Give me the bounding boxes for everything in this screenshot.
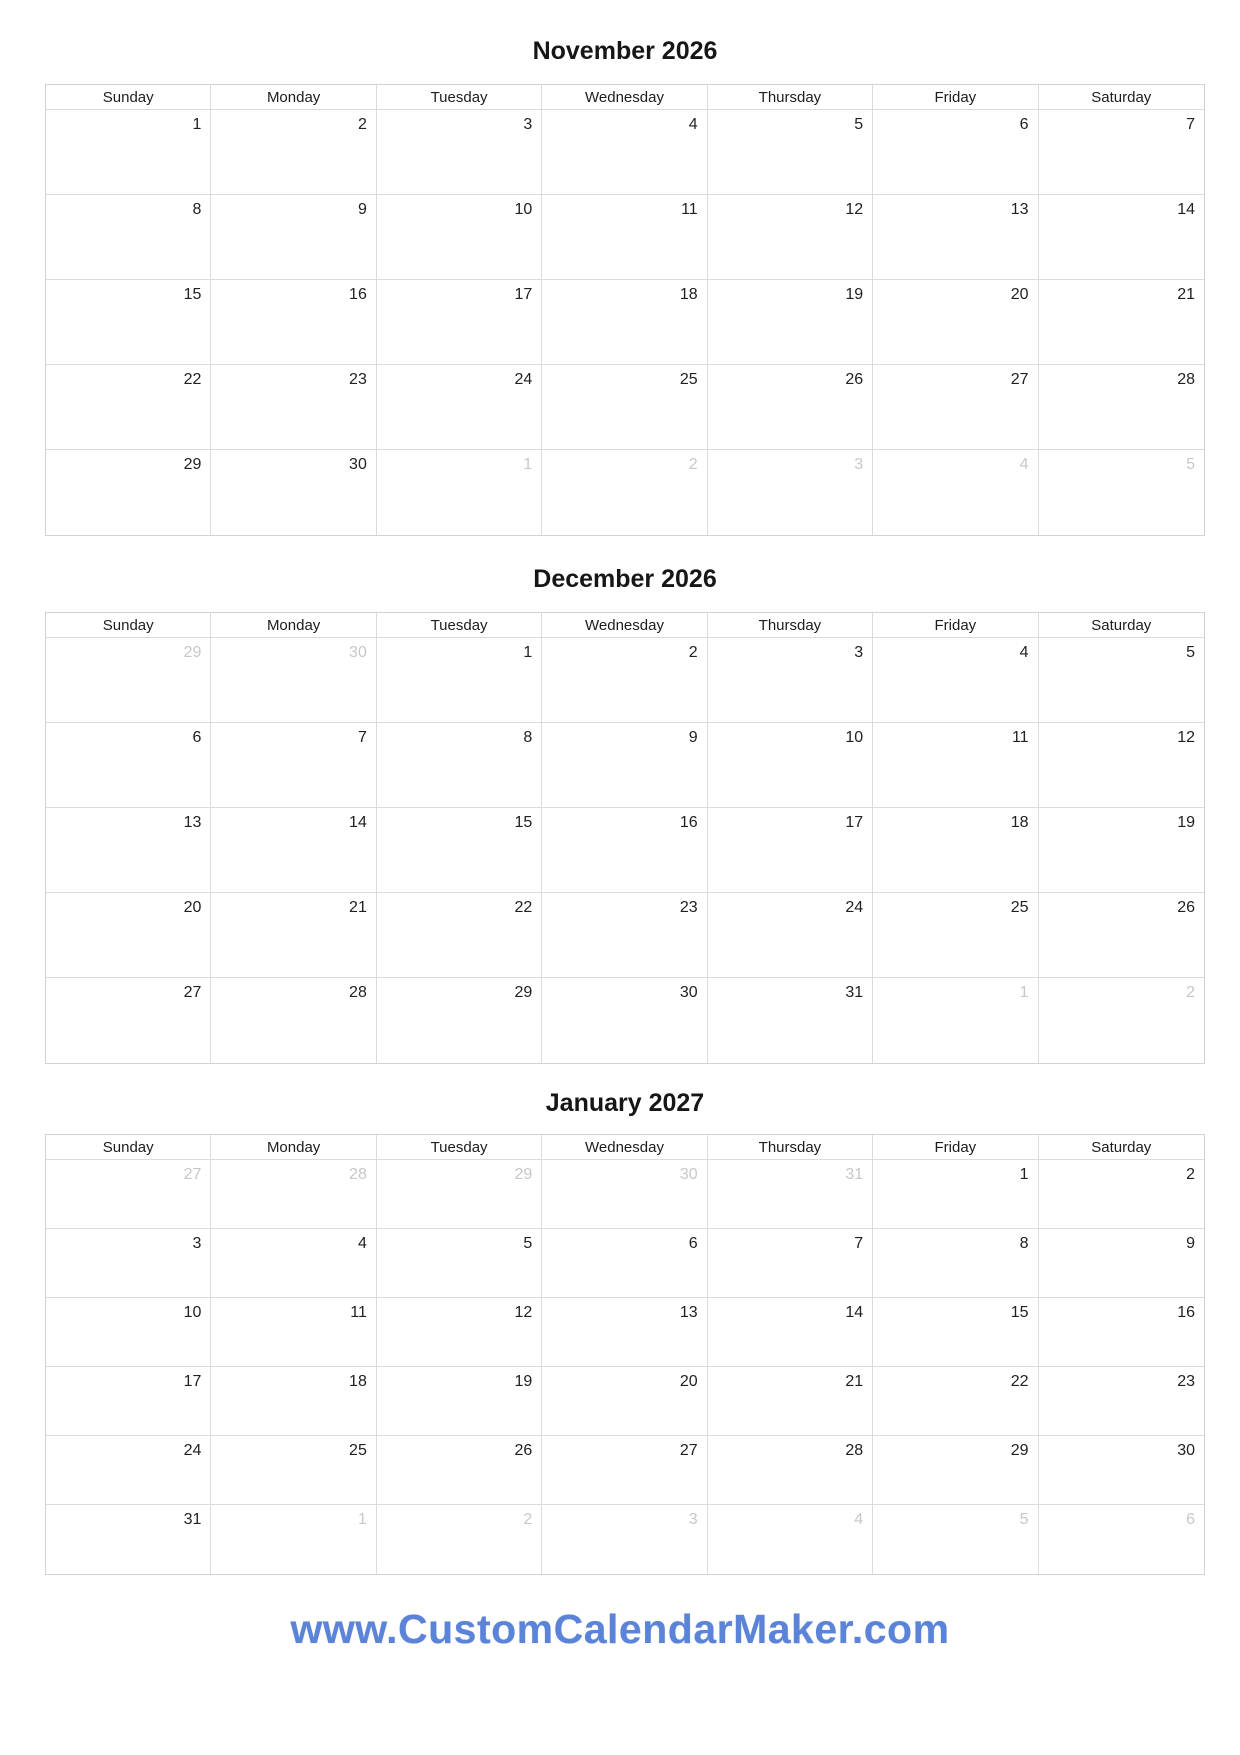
- day-number: 6: [688, 1235, 698, 1252]
- day-number: 28: [349, 1166, 367, 1183]
- day-cell: [46, 893, 211, 978]
- day-cell: [873, 978, 1038, 1063]
- day-cell: [377, 723, 542, 808]
- weekday-header-thursday: Thursday: [708, 613, 873, 638]
- day-cell: [708, 638, 873, 723]
- day-cell: [46, 1436, 211, 1505]
- day-number: 14: [349, 814, 367, 831]
- day-number: 8: [1019, 1235, 1029, 1252]
- day-cell: [211, 365, 376, 450]
- day-cell: [46, 110, 211, 195]
- day-cell: [377, 1298, 542, 1367]
- day-cell: [542, 893, 707, 978]
- day-number: 31: [845, 1166, 864, 1183]
- day-cell: [211, 1436, 376, 1505]
- day-number: 9: [688, 729, 698, 746]
- weekday-header-thursday: Thursday: [708, 85, 873, 110]
- day-cell: [377, 110, 542, 195]
- day-cell: [46, 978, 211, 1063]
- weekday-header-friday: Friday: [873, 613, 1038, 638]
- day-cell: [211, 978, 376, 1063]
- day-cell: [708, 978, 873, 1063]
- day-cell: [873, 110, 1038, 195]
- day-cell: [873, 1298, 1038, 1367]
- day-number: 30: [1177, 1442, 1195, 1459]
- day-number: 5: [854, 116, 864, 133]
- day-number: 6: [192, 729, 202, 746]
- day-cell: [211, 110, 376, 195]
- day-cell: [708, 1367, 873, 1436]
- day-number: 17: [183, 1373, 202, 1390]
- day-number: 10: [845, 729, 864, 746]
- day-cell: [542, 110, 707, 195]
- day-number: 13: [183, 814, 202, 831]
- day-number: 29: [514, 984, 533, 1001]
- day-cell: [542, 1505, 707, 1574]
- weekday-header-tuesday: Tuesday: [377, 1135, 542, 1160]
- day-cell: [1039, 195, 1204, 280]
- day-cell: [211, 723, 376, 808]
- day-number: 26: [1177, 899, 1195, 916]
- day-number: 3: [523, 116, 533, 133]
- day-cell: [1039, 638, 1204, 723]
- day-cell: [873, 365, 1038, 450]
- day-cell: [542, 808, 707, 893]
- day-number: 18: [349, 1373, 367, 1390]
- day-number: 25: [349, 1442, 367, 1459]
- month-title: December 2026: [533, 565, 717, 593]
- day-number: 13: [679, 1304, 698, 1321]
- day-cell: [46, 1367, 211, 1436]
- day-cell: [542, 1160, 707, 1229]
- day-cell: [708, 450, 873, 535]
- day-number: 8: [192, 201, 202, 218]
- day-number: 15: [183, 286, 202, 303]
- day-number: 10: [514, 201, 533, 218]
- day-number: 30: [349, 644, 367, 661]
- day-cell: [1039, 1160, 1204, 1229]
- day-number: 31: [183, 1511, 202, 1528]
- day-cell: [873, 1505, 1038, 1574]
- day-cell: [46, 723, 211, 808]
- day-number: 30: [349, 456, 367, 473]
- day-number: 21: [845, 1373, 864, 1390]
- day-number: 15: [514, 814, 533, 831]
- day-number: 26: [845, 371, 864, 388]
- day-number: 27: [183, 984, 202, 1001]
- month-grid: [45, 612, 1205, 1064]
- day-cell: [1039, 110, 1204, 195]
- day-number: 8: [523, 729, 533, 746]
- weekday-header-tuesday: Tuesday: [377, 613, 542, 638]
- day-number: 10: [183, 1304, 202, 1321]
- day-number: 23: [349, 371, 367, 388]
- day-number: 22: [1010, 1373, 1029, 1390]
- day-number: 5: [1186, 644, 1195, 661]
- day-cell: [542, 1367, 707, 1436]
- day-cell: [708, 195, 873, 280]
- day-cell: [542, 280, 707, 365]
- day-cell: [211, 1229, 376, 1298]
- day-number: 30: [679, 1166, 698, 1183]
- day-cell: [1039, 1505, 1204, 1574]
- day-cell: [46, 1298, 211, 1367]
- day-number: 3: [688, 1511, 698, 1528]
- day-number: 19: [845, 286, 864, 303]
- day-number: 29: [183, 456, 202, 473]
- day-cell: [873, 195, 1038, 280]
- day-number: 2: [523, 1511, 533, 1528]
- day-cell: [377, 1436, 542, 1505]
- weekday-header-thursday: Thursday: [708, 1135, 873, 1160]
- day-cell: [377, 365, 542, 450]
- day-number: 18: [1010, 814, 1029, 831]
- day-number: 23: [679, 899, 698, 916]
- months-container: [45, 34, 1205, 1575]
- day-cell: [46, 195, 211, 280]
- month-january-2027: [45, 1086, 1205, 1575]
- day-number: 25: [1010, 899, 1029, 916]
- day-number: 12: [845, 201, 864, 218]
- day-cell: [542, 1229, 707, 1298]
- day-number: 1: [523, 456, 533, 473]
- day-cell: [873, 1160, 1038, 1229]
- weekday-header-monday: Monday: [211, 85, 376, 110]
- day-cell: [542, 1298, 707, 1367]
- weekday-header-saturday: Saturday: [1039, 85, 1204, 110]
- month-grid: [45, 84, 1205, 536]
- day-number: 1: [523, 644, 533, 661]
- day-number: 19: [1177, 814, 1195, 831]
- day-cell: [1039, 1367, 1204, 1436]
- day-number: 28: [845, 1442, 864, 1459]
- day-cell: [708, 1298, 873, 1367]
- day-number: 2: [688, 456, 698, 473]
- day-number: 1: [357, 1511, 367, 1528]
- day-number: 20: [183, 899, 202, 916]
- day-number: 2: [1186, 1166, 1195, 1183]
- day-cell: [46, 365, 211, 450]
- day-number: 29: [183, 644, 202, 661]
- day-cell: [542, 195, 707, 280]
- day-number: 29: [1010, 1442, 1029, 1459]
- day-number: 4: [357, 1235, 367, 1252]
- day-cell: [708, 110, 873, 195]
- day-number: 16: [679, 814, 698, 831]
- day-cell: [46, 1160, 211, 1229]
- day-cell: [377, 1505, 542, 1574]
- weekday-header-saturday: Saturday: [1039, 1135, 1204, 1160]
- day-number: 30: [679, 984, 698, 1001]
- day-cell: [542, 365, 707, 450]
- day-number: 2: [1186, 984, 1195, 1001]
- day-number: 24: [514, 371, 533, 388]
- day-number: 7: [854, 1235, 864, 1252]
- day-cell: [542, 1436, 707, 1505]
- month-november-2026: [45, 34, 1205, 536]
- day-number: 25: [679, 371, 698, 388]
- day-cell: [873, 808, 1038, 893]
- month-grid: [45, 1134, 1205, 1575]
- day-cell: [211, 638, 376, 723]
- day-cell: [708, 1436, 873, 1505]
- day-number: 14: [1177, 201, 1195, 218]
- day-number: 17: [845, 814, 864, 831]
- day-cell: [542, 638, 707, 723]
- day-number: 4: [1019, 456, 1029, 473]
- day-cell: [542, 450, 707, 535]
- day-cell: [708, 723, 873, 808]
- day-number: 9: [1186, 1235, 1195, 1252]
- day-number: 12: [1177, 729, 1195, 746]
- month-title: November 2026: [532, 37, 718, 65]
- day-number: 3: [854, 456, 864, 473]
- day-cell: [377, 280, 542, 365]
- day-number: 6: [1186, 1511, 1195, 1528]
- day-number: 26: [514, 1442, 533, 1459]
- day-cell: [211, 1298, 376, 1367]
- day-cell: [708, 1229, 873, 1298]
- day-cell: [377, 1229, 542, 1298]
- day-cell: [1039, 1229, 1204, 1298]
- day-number: 20: [1010, 286, 1029, 303]
- day-cell: [46, 280, 211, 365]
- day-number: 1: [1019, 984, 1029, 1001]
- day-cell: [377, 978, 542, 1063]
- day-cell: [1039, 280, 1204, 365]
- day-cell: [873, 450, 1038, 535]
- day-cell: [211, 195, 376, 280]
- day-number: 28: [1177, 371, 1195, 388]
- day-number: 1: [1019, 1166, 1029, 1183]
- weekday-header-wednesday: Wednesday: [542, 613, 707, 638]
- day-number: 21: [1177, 286, 1195, 303]
- day-cell: [873, 1436, 1038, 1505]
- day-number: 28: [349, 984, 367, 1001]
- day-number: 9: [357, 201, 367, 218]
- day-number: 22: [514, 899, 533, 916]
- day-number: 20: [679, 1373, 698, 1390]
- weekday-header-friday: Friday: [873, 1135, 1038, 1160]
- day-cell: [377, 195, 542, 280]
- weekday-header-tuesday: Tuesday: [377, 85, 542, 110]
- day-number: 12: [514, 1304, 533, 1321]
- day-number: 17: [514, 286, 533, 303]
- day-cell: [708, 365, 873, 450]
- day-cell: [211, 1505, 376, 1574]
- day-number: 27: [679, 1442, 698, 1459]
- day-number: 4: [1019, 644, 1029, 661]
- day-cell: [211, 450, 376, 535]
- weekday-header-friday: Friday: [873, 85, 1038, 110]
- day-number: 15: [1010, 1304, 1029, 1321]
- day-number: 14: [845, 1304, 864, 1321]
- day-cell: [1039, 978, 1204, 1063]
- day-number: 3: [854, 644, 864, 661]
- day-cell: [1039, 1298, 1204, 1367]
- day-cell: [211, 893, 376, 978]
- day-number: 24: [845, 899, 864, 916]
- day-cell: [542, 723, 707, 808]
- day-cell: [46, 808, 211, 893]
- day-cell: [377, 893, 542, 978]
- day-cell: [1039, 1436, 1204, 1505]
- day-number: 5: [523, 1235, 533, 1252]
- weekday-header-monday: Monday: [211, 613, 376, 638]
- day-cell: [377, 1367, 542, 1436]
- day-cell: [873, 280, 1038, 365]
- day-number: 21: [349, 899, 367, 916]
- day-cell: [377, 808, 542, 893]
- day-cell: [1039, 723, 1204, 808]
- day-number: 27: [1010, 371, 1029, 388]
- day-cell: [46, 1505, 211, 1574]
- day-cell: [542, 978, 707, 1063]
- day-number: 29: [514, 1166, 533, 1183]
- day-cell: [873, 638, 1038, 723]
- day-cell: [708, 1505, 873, 1574]
- weekday-header-saturday: Saturday: [1039, 613, 1204, 638]
- weekday-header-monday: Monday: [211, 1135, 376, 1160]
- day-cell: [46, 450, 211, 535]
- day-number: 31: [845, 984, 864, 1001]
- day-number: 6: [1019, 116, 1029, 133]
- day-number: 7: [1186, 116, 1195, 133]
- day-number: 2: [688, 644, 698, 661]
- day-number: 13: [1010, 201, 1029, 218]
- day-number: 2: [357, 116, 367, 133]
- day-cell: [377, 1160, 542, 1229]
- day-cell: [46, 1229, 211, 1298]
- day-cell: [211, 280, 376, 365]
- day-cell: [1039, 365, 1204, 450]
- day-number: 3: [192, 1235, 202, 1252]
- day-number: 18: [679, 286, 698, 303]
- day-cell: [873, 893, 1038, 978]
- day-cell: [377, 638, 542, 723]
- day-number: 22: [183, 371, 202, 388]
- day-number: 16: [1177, 1304, 1195, 1321]
- day-number: 1: [192, 116, 202, 133]
- month-title: January 2027: [545, 1089, 705, 1117]
- day-cell: [708, 280, 873, 365]
- weekday-header-sunday: Sunday: [46, 1135, 211, 1160]
- day-cell: [708, 808, 873, 893]
- day-number: 19: [514, 1373, 533, 1390]
- weekday-header-sunday: Sunday: [46, 613, 211, 638]
- day-cell: [873, 1229, 1038, 1298]
- day-number: 16: [349, 286, 367, 303]
- day-number: 11: [350, 1304, 367, 1321]
- day-cell: [873, 1367, 1038, 1436]
- weekday-header-sunday: Sunday: [46, 85, 211, 110]
- day-cell: [377, 450, 542, 535]
- day-number: 24: [183, 1442, 202, 1459]
- watermark-url: www.CustomCalendarMaker.com: [290, 1606, 950, 1652]
- day-number: 4: [688, 116, 698, 133]
- day-number: 11: [1011, 729, 1029, 746]
- day-cell: [211, 808, 376, 893]
- weekday-header-wednesday: Wednesday: [542, 85, 707, 110]
- month-december-2026: [45, 562, 1205, 1064]
- day-cell: [1039, 893, 1204, 978]
- day-cell: [708, 893, 873, 978]
- day-cell: [1039, 450, 1204, 535]
- day-cell: [708, 1160, 873, 1229]
- day-number: 11: [681, 201, 698, 218]
- day-number: 23: [1177, 1373, 1195, 1390]
- day-number: 27: [183, 1166, 202, 1183]
- day-number: 5: [1019, 1511, 1029, 1528]
- day-cell: [211, 1160, 376, 1229]
- day-cell: [211, 1367, 376, 1436]
- weekday-header-wednesday: Wednesday: [542, 1135, 707, 1160]
- day-cell: [46, 638, 211, 723]
- day-cell: [873, 723, 1038, 808]
- day-cell: [1039, 808, 1204, 893]
- day-number: 7: [357, 729, 367, 746]
- day-number: 5: [1186, 456, 1195, 473]
- day-number: 4: [854, 1511, 864, 1528]
